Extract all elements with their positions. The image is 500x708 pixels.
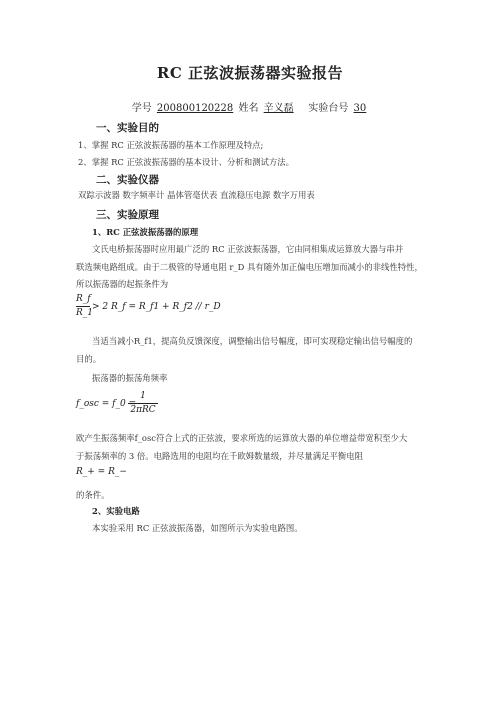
start-condition-formula [76, 294, 246, 324]
fraction-bar [128, 403, 158, 404]
name-value: 辛义磊 [263, 103, 294, 114]
instruments-list: 双踪示波器 数字频率计 晶体管毫伏表 直流稳压电源 数字万用表 [78, 190, 315, 200]
oscillation-frequency-formula [76, 391, 196, 419]
student-id-label: 学号 [131, 103, 152, 114]
student-info-line [0, 99, 500, 114]
bench-value: 30 [353, 103, 367, 114]
principle-para-1-line-2: 联选频电路组成。由于二极管的导通电阻 r_D 具有随外加正偏电压增加而减小的非线性特性， [76, 262, 423, 272]
principle-para-1-line-3: 所以振荡器的起振条件为 [76, 279, 169, 289]
page-title: RC 正弦波振荡器实验报告 [156, 64, 344, 82]
fraction-denominator: R_1 [76, 308, 94, 318]
heading-instruments: 二、实验仪器 [96, 174, 159, 186]
heading-purpose: 一、实验目的 [96, 122, 159, 134]
heading-principle: 三、实验原理 [96, 209, 159, 221]
frequency-lhs: f_osc = f_0 = [76, 399, 137, 409]
name-label: 姓名 [238, 103, 259, 114]
subheading-experiment-circuit: 2、实验电路 [92, 506, 140, 516]
principle-para-2-line-1: 当适当减小R_f1，提高负反馈深度，调整输出信号幅度，即可实现稳定输出信号幅度的 [92, 336, 413, 346]
principle-para-4-line-2: 于振荡频率的 3 倍。电路选用的电阻均在千欧姆数量级，并尽量满足平衡电阻 [76, 451, 364, 461]
start-condition-fraction [76, 294, 94, 319]
principle-para-6: 本实验采用 RC 正弦波振荡器，如图所示为实验电路图。 [92, 523, 303, 533]
frequency-numerator: 1 [140, 391, 146, 401]
fraction-numerator: R_f [76, 294, 91, 304]
purpose-item-2: 2、掌握 RC 正弦波振荡器的基本设计、分析和测试方法。 [78, 157, 294, 167]
fraction-bar [76, 306, 90, 307]
frequency-denominator: 2πRC [130, 405, 156, 415]
balance-resistor-formula: R_+ = R_− [76, 467, 127, 477]
principle-para-2-line-2: 目的。 [76, 354, 102, 364]
principle-para-3: 振荡器的振荡角频率 [92, 373, 168, 383]
start-condition-rest: > 2 R_f = R_f1 + R_f2 // r_D [92, 302, 221, 312]
frequency-fraction [128, 391, 158, 416]
bench-label: 实验台号 [308, 103, 349, 114]
principle-para-1-line-1: 文氏电桥振荡器时应用最广泛的 RC 正弦波振荡器，它由同相集成运算放大器与串并 [92, 244, 404, 254]
principle-para-4-line-1: 欧产生振荡频率f_osc符合上式的正弦波，要求所选的运算放大器的单位增益带宽积至少大 [76, 433, 408, 443]
subheading-rc-principle: 1、RC 正弦波振荡器的原理 [92, 227, 199, 237]
principle-para-5: 的条件。 [76, 490, 110, 500]
purpose-item-1: 1、掌握 RC 正弦波振荡器的基本工作原理及特点; [78, 140, 264, 150]
student-id-value: 200800120228 [156, 103, 234, 114]
